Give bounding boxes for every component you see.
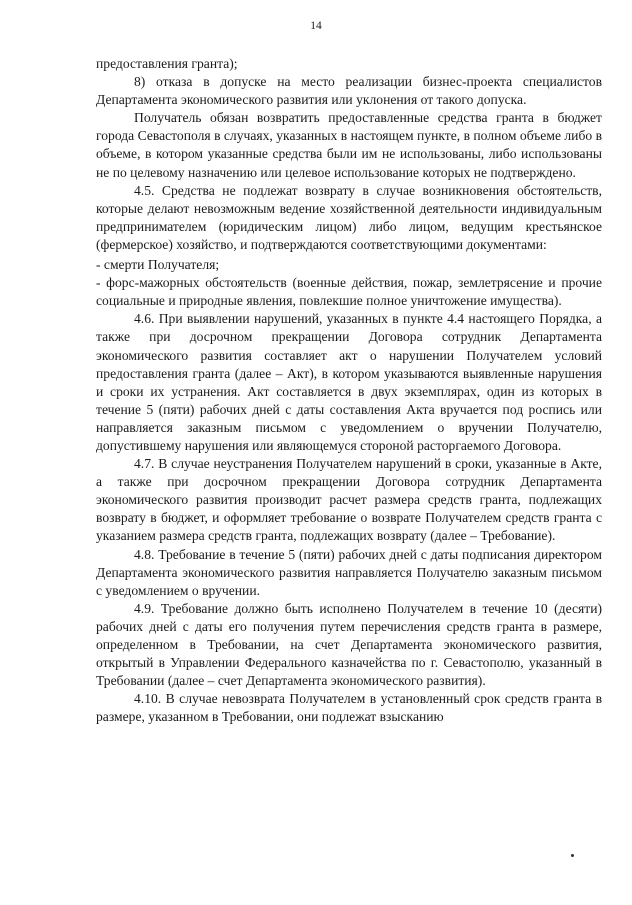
scan-speck <box>571 854 574 857</box>
paragraph-4-6: 4.6. При выявлении нарушений, указанных в пункте 4.4 настоящего Порядка, а также при досрочном прекращении Договора сотрудник Департамента экономического развития составляет акт о нарушении Получателем условий предоставления гранта (далее – Акт), в котором указываются выявленные нарушения и сроки их устранения. Акт составляется в двух экземплярах, один из которых в течение 5 (пяти) рабочих дней с даты составления Акта вручается под роспись или направляется заказным письмом с уведомлением о вручении Получателю, допустившему нарушения или являющемуся стороной расторгаемого Договора. <box>96 311 602 453</box>
paragraph-continuation: предоставления гранта); <box>96 56 238 71</box>
paragraph-4-10: 4.10. В случае невозврата Получателем в установленный срок средств гранта в размере, указанном в Требовании, они подлежат взысканию <box>96 691 602 725</box>
paragraph-4-7: 4.7. В случае неустранения Получателем нарушений в сроки, указанные в Акте, а также при досрочном прекращении Договора сотрудник Департамента экономического развития производит расчет размера средств гранта, подлежащих возврату в бюджет, и оформляет требование о возврате Получателем средств гранта с указанием размера средств гранта, подлежащих возврату (далее – Требование). <box>96 456 602 544</box>
paragraph-obligation: Получатель обязан возвратить предоставленные средства гранта в бюджет города Севастополя в случаях, указанных в настоящем пункте, в полном объеме либо в объеме, в котором указанные средства были им не использованы, либо использованы не по целевому назначению или целевое использование которых не подтверждено. <box>96 110 602 180</box>
paragraph-4-5: 4.5. Средства не подлежат возврату в случае возникновения обстоятельств, которые делают невозможным ведение хозяйственной деятельности индивидуальным предпринимателем (юридическим лицом) либо лицом, ведущим крестьянское (фермерское) хозяйство, и подтверждаются соответствующими документами: <box>96 182 602 252</box>
page-number: 14 <box>310 20 322 32</box>
paragraph-4-8: 4.8. Требование в течение 5 (пяти) рабочих дней с даты подписания директором Департамента экономического развития направляется Получателю заказным письмом с уведомлением о вручении. <box>96 546 602 598</box>
list-item-death: - смерти Получателя; <box>96 257 220 273</box>
document-body <box>96 55 602 726</box>
paragraph-item-8: 8) отказа в допуске на место реализации бизнес-проекта специалистов Департамента экономического развития или уклонения от такого допуска. <box>96 74 602 108</box>
paragraph-4-9: 4.9. Требование должно быть исполнено Получателем в течение 10 (десяти) рабочих дней с даты его получения путем перечисления средств гранта в размере, определенном в Требовании, на счет Департамента экономического развития, открытый в Управлении Федерального казначейства по г. Севастополю, указанный в Требовании (далее – счет Департамента экономического развития). <box>96 600 602 689</box>
list-item-force-majeure: - форс-мажорных обстоятельств (военные действия, пожар, землетрясение и прочие социальные и природные явления, повлекшие полное уничтожение имущества). <box>96 275 602 309</box>
